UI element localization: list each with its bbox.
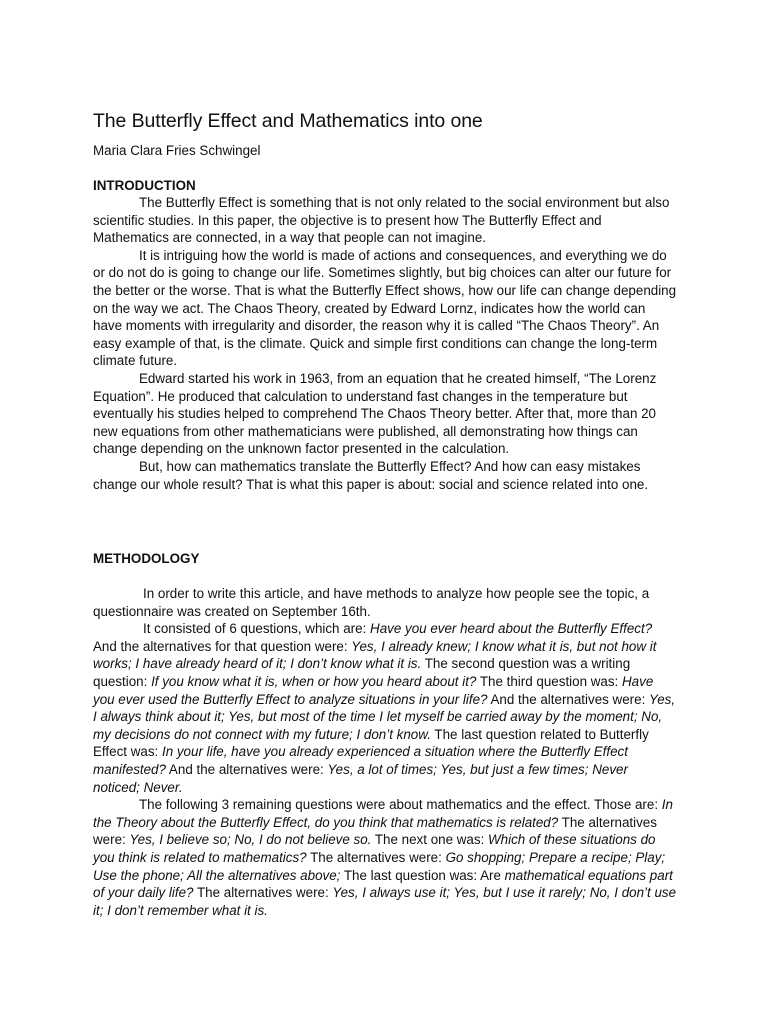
section-heading-introduction: INTRODUCTION xyxy=(93,178,196,193)
methodology-paragraph: It consisted of 6 questions, which are: Have you ever heard about the Butterfly Effect? And the alternatives for that question were: Yes, I already knew; I know what it is, but not how it works; I have already heard of it; I don’t know what it is. The second question was a writing question: If you know what it is, when or how you heard about it? The third question was: Have you ever used the Butterfly Effect to analyze situations in your life? And the alternatives were: Yes, I always think about it; Yes, but most of the time I let myself be carried away by the moment; No, my decisions do not connect with my future; I don’t know. The last question related to Butterfly Effect was: In your life, have you already experienced a situation where the Butterfly Effect manifested? And the alternatives were: Yes, a lot of times; Yes, but just a few times; Never noticed; Never. xyxy=(93,621,676,795)
methodology-body xyxy=(93,585,678,919)
introduction-body xyxy=(93,194,678,493)
intro-paragraph: But, how can mathematics translate the Butterfly Effect? And how can easy mistakes change our whole result? That is what this paper is about: social and science related into one. xyxy=(93,458,649,492)
methodology-paragraph: In order to write this article, and have methods to analyze how people see the topic, a questionnaire was created on September 16th. xyxy=(93,586,650,619)
methodology-paragraph: The following 3 remaining questions were about mathematics and the effect. Those are: In the Theory about the Butterfly Effect, do you think that mathematics is related? The alternatives were: Yes, I believe so; No, I do not believe so. The next one was: Which of these situations do you think is related to mathematics? The alternatives were: Go shopping; Prepare a recipe; Play; Use the phone; All the alternatives above; The last question was: Are mathematical equations part of your daily life? The alternatives were: Yes, I always use it; Yes, but I use it rarely; No, I don’t use it; I don’t remember what it is. xyxy=(93,797,677,918)
intro-paragraph: Edward started his work in 1963, from an equation that he created himself, “The Lorenz Equation”. He produced that calculation to understand fast changes in the temperature but eventually his studies helped to comprehend The Chaos Theory better. After that, more than 20 new equations from other mathematicians were published, all demonstrating how things can change depending on the unknown factor presented in the calculation. xyxy=(93,370,657,457)
section-heading-methodology: METHODOLOGY xyxy=(93,551,200,566)
document-title: The Butterfly Effect and Mathematics into one xyxy=(93,110,483,132)
intro-paragraph: The Butterfly Effect is something that is not only related to the social environment but also scientific studies. In this paper, the objective is to present how The Butterfly Effect and Mathematics are connected, in a way that people can not imagine. xyxy=(93,195,670,246)
intro-paragraph: It is intriguing how the world is made of actions and consequences, and everything we do or do not do is going to change our life. Sometimes slightly, but big choices can alter our future for the better or the worse. That is what the Butterfly Effect shows, how our life can change depending on the way we act. The Chaos Theory, created by Edward Lornz, indicates how the world can have moments with irregularity and disorder, the reason why it is called “The Chaos Theory”. An easy example of that, is the climate. Quick and simple first conditions can change the long-term climate future. xyxy=(93,247,677,369)
author-name: Maria Clara Fries Schwingel xyxy=(93,143,261,158)
